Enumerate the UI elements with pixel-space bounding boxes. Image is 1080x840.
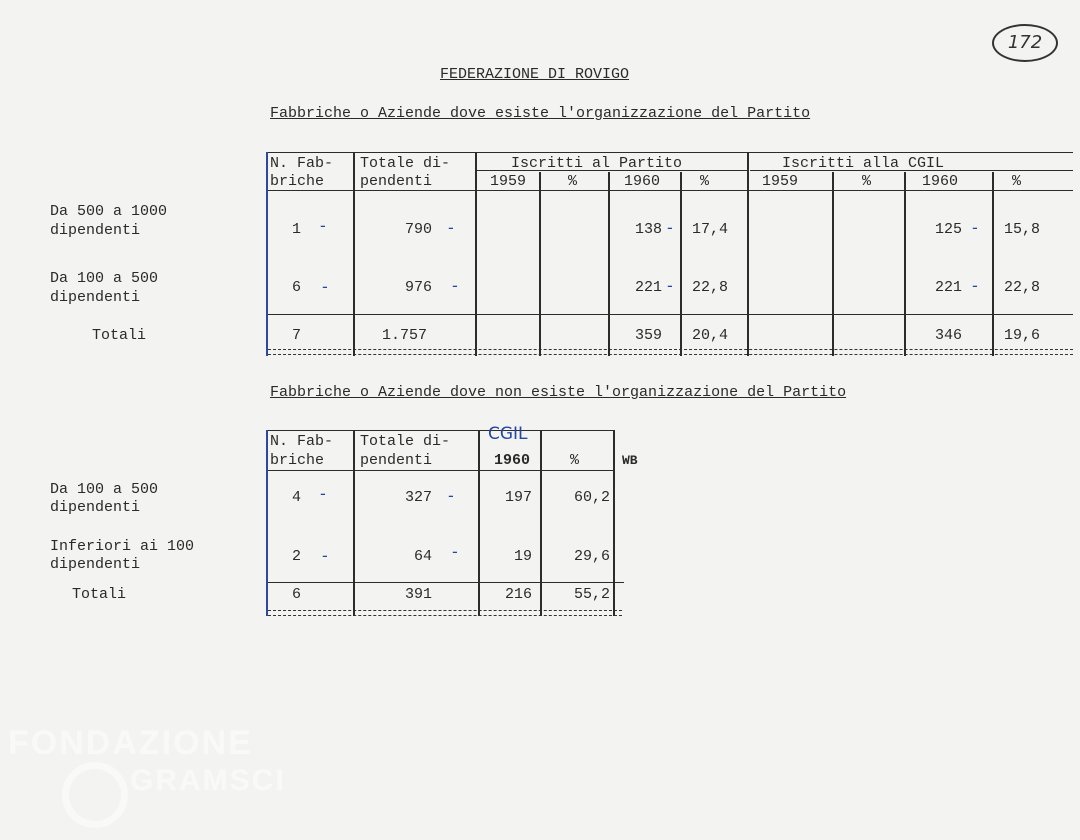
section1-subtitle: Fabbriche o Aziende dove esiste l'organizzazione del Partito bbox=[270, 105, 811, 122]
s2-header-totale: Totale di- bbox=[360, 433, 451, 450]
s2-row-label: dipendenti bbox=[50, 499, 141, 516]
s1-row-label: Da 500 a 1000 bbox=[50, 203, 168, 220]
s1-row-label: dipendenti bbox=[50, 289, 141, 306]
tick-mark: - bbox=[667, 276, 673, 295]
s1-vline bbox=[680, 172, 682, 356]
s1-vline bbox=[539, 172, 541, 356]
s1-header-pct: % bbox=[1012, 173, 1022, 190]
s1-total-cell: 20,4 bbox=[692, 327, 729, 344]
s2-cell: 327 bbox=[404, 489, 432, 506]
s1-cell: 6 bbox=[292, 279, 302, 296]
s1-cell: 1 bbox=[292, 221, 302, 238]
s2-vline bbox=[540, 430, 542, 616]
s1-cell: 125 bbox=[934, 221, 962, 238]
s2-row-label: dipendenti bbox=[50, 556, 141, 573]
s1-vline bbox=[992, 172, 994, 356]
s2-row-label: Inferiori ai 100 bbox=[50, 538, 195, 555]
s1-header-pct: % bbox=[862, 173, 872, 190]
s1-vline bbox=[832, 172, 834, 356]
s1-cell: 976 bbox=[404, 279, 432, 296]
tick-mark: - bbox=[322, 546, 328, 565]
s1-row-label: Da 100 a 500 bbox=[50, 270, 159, 287]
tick-mark: - bbox=[448, 218, 454, 237]
s1-vline bbox=[353, 152, 355, 356]
s2-cell: 197 bbox=[504, 489, 532, 506]
s1-header-iscritti-partito: Iscritti al Partito bbox=[511, 155, 683, 172]
watermark-logo-text: FONDAZIONE bbox=[8, 724, 253, 762]
s1-cell: 790 bbox=[404, 221, 432, 238]
tick-mark: - bbox=[320, 216, 326, 235]
s2-cell: 4 bbox=[292, 489, 302, 506]
s1-vline bbox=[475, 152, 477, 356]
s1-cell: 15,8 bbox=[1004, 221, 1041, 238]
s1-total-cell: 19,6 bbox=[1004, 327, 1041, 344]
s2-cell: 29,6 bbox=[573, 548, 610, 565]
s2-total-cell: 6 bbox=[292, 586, 302, 603]
s1-row-label: dipendenti bbox=[50, 222, 141, 239]
s1-total-cell: 1.757 bbox=[382, 327, 428, 344]
s1-total-cell: 359 bbox=[634, 327, 662, 344]
s1-vline-left bbox=[266, 152, 268, 356]
tick-mark: - bbox=[667, 218, 673, 237]
s1-cell: 22,8 bbox=[1004, 279, 1041, 296]
s2-vline bbox=[353, 430, 355, 616]
page-number-stamp: 172 bbox=[992, 24, 1058, 62]
watermark-logo-text: GRAMSCI bbox=[130, 764, 286, 797]
s2-top-rule bbox=[268, 430, 614, 431]
s2-vline bbox=[478, 430, 480, 616]
s1-cell: 17,4 bbox=[692, 221, 729, 238]
side-note: WB bbox=[622, 453, 638, 468]
s1-cell: 221 bbox=[634, 279, 662, 296]
s2-header-bottom-rule bbox=[268, 470, 614, 471]
tick-mark: - bbox=[452, 542, 458, 561]
s1-vline bbox=[904, 172, 906, 356]
s1-vline bbox=[747, 152, 749, 356]
s1-header-year: 1959 bbox=[762, 173, 799, 190]
s2-header-nfab: N. Fab- bbox=[270, 433, 334, 450]
tick-mark: - bbox=[322, 277, 328, 296]
tick-mark: - bbox=[972, 218, 978, 237]
s2-cell: 19 bbox=[513, 548, 532, 565]
s2-total-cell: 216 bbox=[504, 586, 532, 603]
s1-double-rule bbox=[268, 349, 1073, 355]
s2-header-totale: pendenti bbox=[360, 452, 433, 469]
s2-header-year: 1960 bbox=[494, 452, 531, 469]
s1-cell: 22,8 bbox=[692, 279, 729, 296]
s1-vline bbox=[608, 172, 610, 356]
s2-total-cell: 55,2 bbox=[573, 586, 610, 603]
s2-totals-label: Totali bbox=[72, 586, 127, 603]
s1-cell: 138 bbox=[634, 221, 662, 238]
tick-mark: - bbox=[452, 276, 458, 295]
s2-row-label: Da 100 a 500 bbox=[50, 481, 159, 498]
s1-header-year: 1960 bbox=[922, 173, 959, 190]
s1-total-cell: 346 bbox=[934, 327, 962, 344]
s1-header-totale: Totale di- bbox=[360, 155, 451, 172]
tick-mark: - bbox=[320, 484, 326, 503]
tick-mark: - bbox=[448, 486, 454, 505]
s1-header-pct: % bbox=[700, 173, 710, 190]
s2-header-pct: % bbox=[570, 452, 580, 469]
s2-vline bbox=[613, 430, 615, 616]
s1-totals-rule bbox=[268, 314, 1073, 315]
document-title: FEDERAZIONE DI ROVIGO bbox=[440, 66, 630, 83]
s1-top-rule bbox=[268, 152, 1073, 153]
s1-header-iscritti-cgil: Iscritti alla CGIL bbox=[782, 155, 945, 172]
s1-header-nfab: briche bbox=[270, 173, 325, 190]
s2-total-cell: 391 bbox=[404, 586, 432, 603]
s2-double-rule bbox=[268, 610, 622, 616]
s1-header-totale: pendenti bbox=[360, 173, 433, 190]
s2-cell: 64 bbox=[413, 548, 432, 565]
s1-header-pct: % bbox=[568, 173, 578, 190]
s1-total-cell: 7 bbox=[292, 327, 302, 344]
s1-totals-label: Totali bbox=[92, 327, 147, 344]
handwritten-cgil-note: CGIL bbox=[488, 424, 528, 444]
s2-totals-rule bbox=[268, 582, 624, 583]
watermark-logo-icon bbox=[62, 762, 128, 828]
tick-mark: - bbox=[972, 276, 978, 295]
section2-subtitle: Fabbriche o Aziende dove non esiste l'organizzazione del Partito bbox=[270, 384, 847, 401]
s2-header-nfab: briche bbox=[270, 452, 325, 469]
s1-header-year: 1960 bbox=[624, 173, 661, 190]
s2-vline-left bbox=[266, 430, 268, 616]
s1-cell: 221 bbox=[934, 279, 962, 296]
s2-cell: 60,2 bbox=[573, 489, 610, 506]
s2-cell: 2 bbox=[292, 548, 302, 565]
s1-header-nfab: N. Fab- bbox=[270, 155, 334, 172]
s1-header-year: 1959 bbox=[490, 173, 527, 190]
